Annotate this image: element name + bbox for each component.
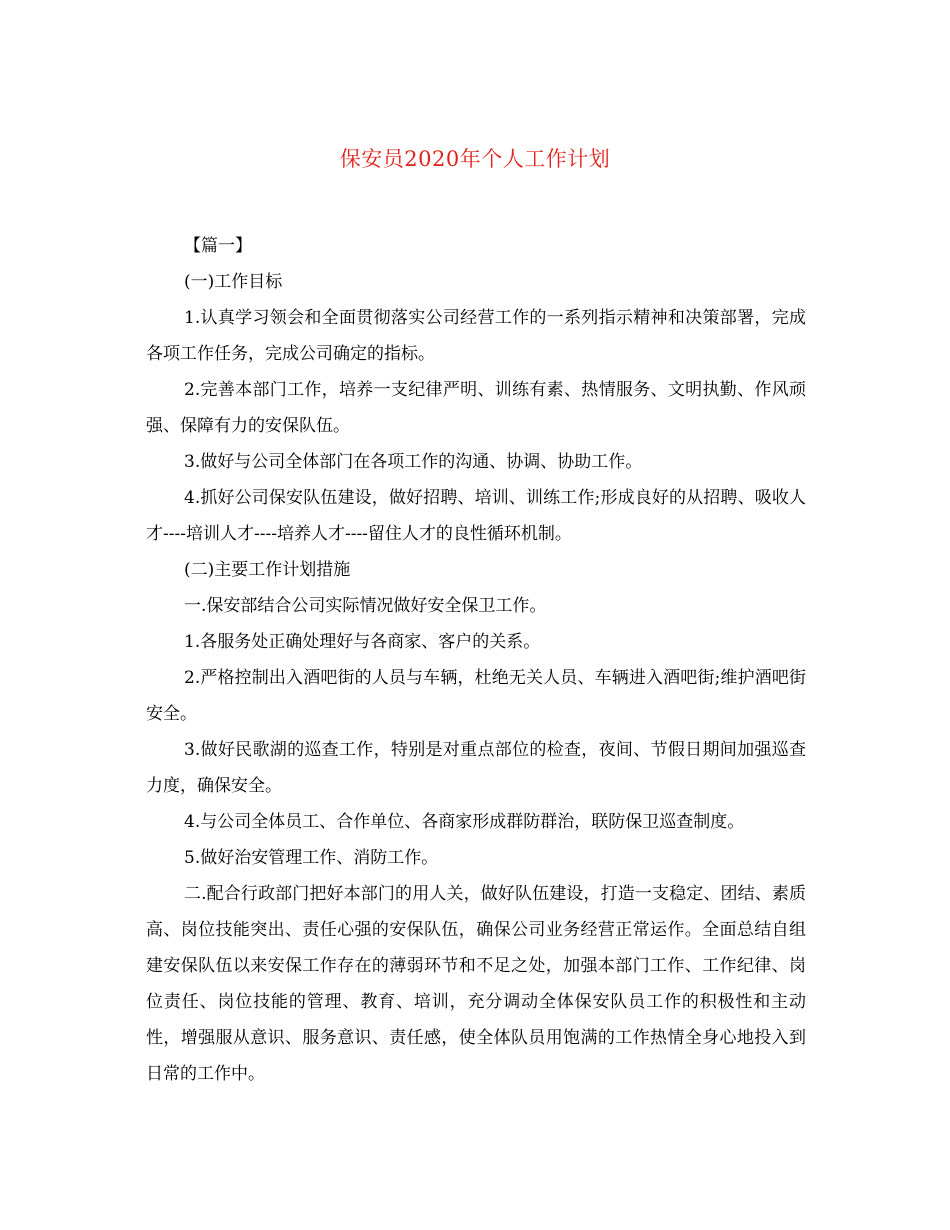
paragraph-goal-2: 2.完善本部门工作，培养一支纪律严明、训练有素、热情服务、文明执勤、作风顽强、保障有力的安保队伍。: [146, 380, 806, 436]
paragraph-measure-3: 3.做好民歌湖的巡查工作，特别是对重点部位的检查，夜间、节假日期间加强巡查力度，确保安全。: [146, 740, 806, 796]
paragraph-measure-two: 二.配合行政部门把好本部门的用人关，做好队伍建设，打造一支稳定、团结、素质高、岗位技能突出、责任心强的安保队伍，确保公司业务经营正常运作。全面总结自组建安保队伍以来安保工作存在的薄弱环节和不足之处，加强本部门工作、工作纪律、岗位责任、岗位技能的管理、教育、培训，充分调动全体保安队员工作的积极性和主动性，增强服从意识、服务意识、责任感，使全体队员用饱满的工作热情全身心地投入到日常的工作中。: [146, 884, 806, 1084]
paragraph-measure-4: 4.与公司全体员工、合作单位、各商家形成群防群治，联防保卫巡查制度。: [184, 812, 745, 832]
paragraph-measure-2: 2.严格控制出入酒吧街的人员与车辆，杜绝无关人员、车辆进入酒吧街;维护酒吧街安全。: [146, 668, 806, 724]
paragraph-measure-5: 5.做好治安管理工作、消防工作。: [184, 848, 439, 868]
document-body: [146, 228, 806, 1092]
paragraph-goal-1: 1.认真学习领会和全面贯彻落实公司经营工作的一系列指示精神和决策部署，完成各项工作任务，完成公司确定的指标。: [146, 308, 806, 364]
paragraph-measure-one: 一.保安部结合公司实际情况做好安全保卫工作。: [184, 596, 547, 616]
paragraph-goal-4: 4.抓好公司保安队伍建设，做好招聘、培训、训练工作;形成良好的从招聘、吸收人才----培训人才----培养人才----留住人才的良性循环机制。: [146, 488, 806, 544]
paragraph-measure-1: 1.各服务处正确处理好与各商家、客户的关系。: [184, 632, 541, 652]
section-heading-part-one: 【篇一】: [184, 236, 252, 256]
document-title: 保安员2020年个人工作计划: [339, 147, 611, 171]
heading-main-measures: (二)主要工作计划措施: [184, 560, 351, 580]
paragraph-goal-3: 3.做好与公司全体部门在各项工作的沟通、协调、协助工作。: [184, 452, 643, 472]
heading-work-goals: (一)工作目标: [184, 272, 283, 292]
